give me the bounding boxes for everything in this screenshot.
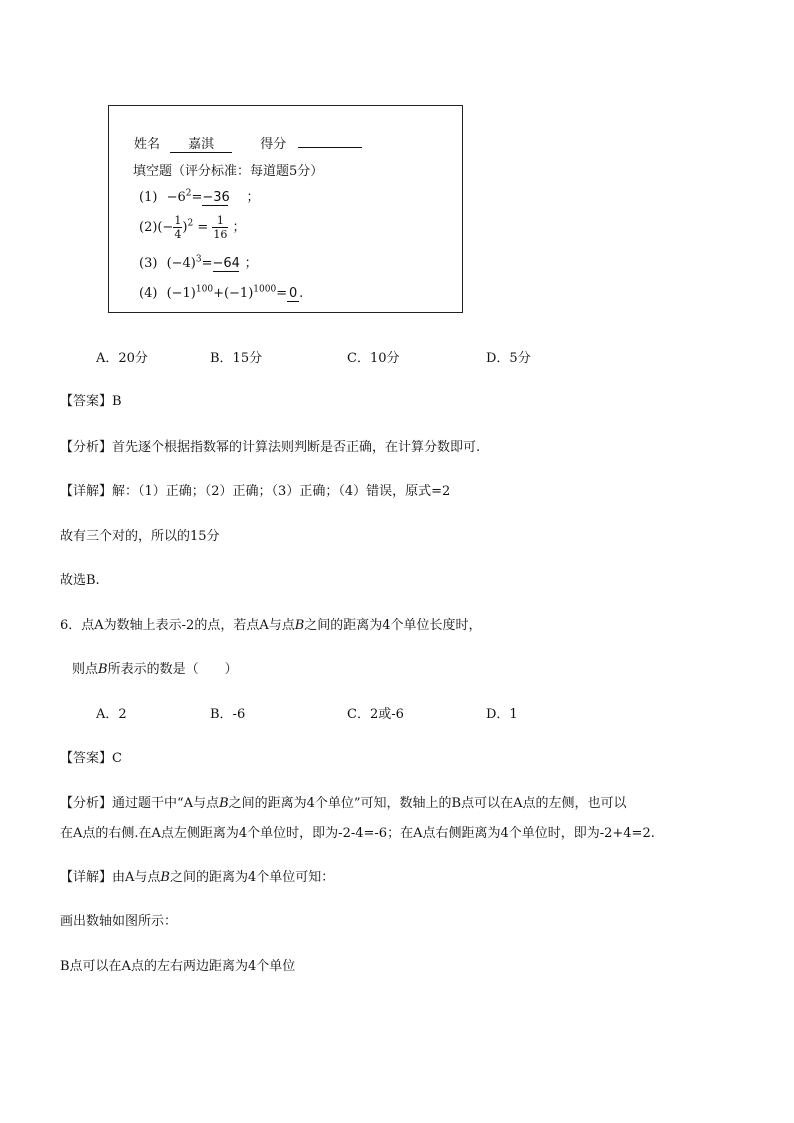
analysis-text: 首先逐个根据指数幂的计算法则判断是否正确，在计算分数即可. — [112, 440, 481, 455]
analysis-tag: 【分析】 — [60, 796, 113, 811]
q3-answer: −64 — [212, 256, 240, 271]
q5-answer — [60, 390, 122, 409]
q6-analysis-part1: 通过题干中“A与点 — [112, 796, 220, 811]
score-label: 得分 — [260, 137, 287, 152]
q6-detail-b: B — [160, 870, 170, 885]
q2-ans-den: 16 — [213, 228, 228, 241]
q5-analysis — [60, 436, 480, 455]
q5-option-c[interactable]: C．10分 — [347, 351, 400, 366]
q2-answer-fraction — [212, 214, 228, 241]
name-label: 姓名 — [134, 137, 161, 152]
q5-detail — [60, 480, 450, 499]
q5-detail-line3: 故选B. — [60, 573, 100, 588]
q4-base2: (−1) — [223, 286, 254, 301]
q2-ans-num: 1 — [212, 214, 228, 228]
score-box — [108, 105, 463, 313]
q3-base: (−4) — [166, 256, 196, 271]
q6-option-c[interactable]: C．2或-6 — [347, 707, 404, 722]
fill-q4 — [139, 286, 303, 302]
q1-end: ； — [246, 190, 260, 205]
q4-end: . — [299, 286, 304, 301]
q6-stem — [60, 614, 482, 633]
q3-end: ； — [244, 256, 258, 271]
q1-exp: 2 — [185, 188, 192, 199]
q6-analysis-line1 — [60, 792, 626, 811]
q5-option-b[interactable]: B．15分 — [210, 351, 263, 366]
q2-frac-num: 1 — [174, 214, 182, 227]
detail-tag: 【详解】 — [60, 484, 113, 499]
q6-stem2-part1: 则点 — [72, 662, 99, 677]
q6-stem2-b: B — [98, 662, 108, 677]
q6-detail-part2: 之间的距离为4个单位可知： — [169, 870, 335, 885]
q6-answer — [60, 747, 122, 766]
q4-answer: 0 — [288, 286, 298, 301]
q2-open: (− — [157, 220, 174, 235]
detail-text: 解：（1）正确；（2）正确；（3）正确；（4）错误，原式=2 — [112, 484, 451, 499]
q5-option-a[interactable]: A．20分 — [96, 351, 148, 366]
q6-analysis-part2: 之间的距离为4个单位”可知，数轴上的B点可以在A点的左侧，也可以 — [228, 796, 627, 811]
q2-exp: 2 — [187, 218, 194, 229]
q6-detail — [60, 866, 334, 885]
fill-q3 — [139, 252, 258, 272]
q6-stem-part2: 之间的距离为4个单位长度时， — [304, 618, 482, 633]
q4-num: (4) — [139, 286, 158, 301]
detail-tag: 【详解】 — [60, 870, 113, 885]
q2-close: ) — [182, 220, 188, 235]
q4-base1: (−1) — [166, 286, 196, 301]
analysis-tag: 【分析】 — [60, 440, 113, 455]
q6-analysis-line2: 在A点的右侧.在A点左侧距离为4个单位时，即为-2-4=-6；在A点右侧距离为4个单位时，即为-2+4=2. — [60, 826, 655, 841]
q6-option-b[interactable]: B．-6 — [210, 707, 246, 722]
q3-eq: = — [201, 256, 213, 271]
q3-exp: 3 — [195, 254, 202, 265]
q5-detail-line2: 故有三个对的，所以的15分 — [60, 529, 220, 544]
answer-text: B — [112, 394, 122, 409]
name-row — [134, 133, 362, 153]
q6-analysis-b: B — [219, 796, 229, 811]
q2-frac-den: 4 — [174, 228, 182, 241]
answer-text: C — [112, 751, 122, 766]
q1-num: (1) — [139, 190, 158, 205]
q1-eq: = — [191, 190, 203, 205]
q4-exp2: 1000 — [253, 284, 277, 295]
answer-tag: 【答案】 — [60, 394, 113, 409]
q1-answer: −36 — [202, 190, 230, 205]
q6-detail-part1: 由A与点 — [112, 870, 161, 885]
q3-num: (3) — [139, 256, 158, 271]
answer-tag: 【答案】 — [60, 751, 113, 766]
q5-option-d[interactable]: D．5分 — [486, 351, 531, 366]
q6-option-d[interactable]: D．1 — [486, 707, 518, 722]
q6-stem-b: B — [294, 618, 305, 633]
q6-stem2-part2: 所表示的数是（ ） — [107, 662, 238, 677]
q6-stem-line2 — [72, 658, 238, 677]
name-value: 嘉淇 — [170, 138, 232, 153]
score-value — [298, 147, 362, 148]
q4-plus: + — [213, 286, 224, 301]
q6-detail-line2: 画出数轴如图所示： — [60, 914, 178, 929]
fill-q1 — [139, 186, 260, 206]
q4-exp1: 100 — [195, 284, 214, 295]
q2-end: ； — [232, 220, 246, 235]
q1-base: −6 — [166, 190, 186, 205]
fill-q2 — [139, 214, 246, 241]
q2-num: (2) — [139, 220, 158, 235]
q4-eq: = — [276, 286, 288, 301]
q6-detail-line3: B点可以在A点的左右两边距离为4个单位 — [60, 959, 296, 974]
q2-eq: = — [193, 220, 213, 235]
q6-option-a[interactable]: A．2 — [96, 707, 127, 722]
fill-blank-title: 填空题（评分标准：每道题5分） — [133, 164, 324, 179]
q6-stem-part1: 6．点A为数轴上表示-2的点，若点A与点 — [60, 618, 295, 633]
